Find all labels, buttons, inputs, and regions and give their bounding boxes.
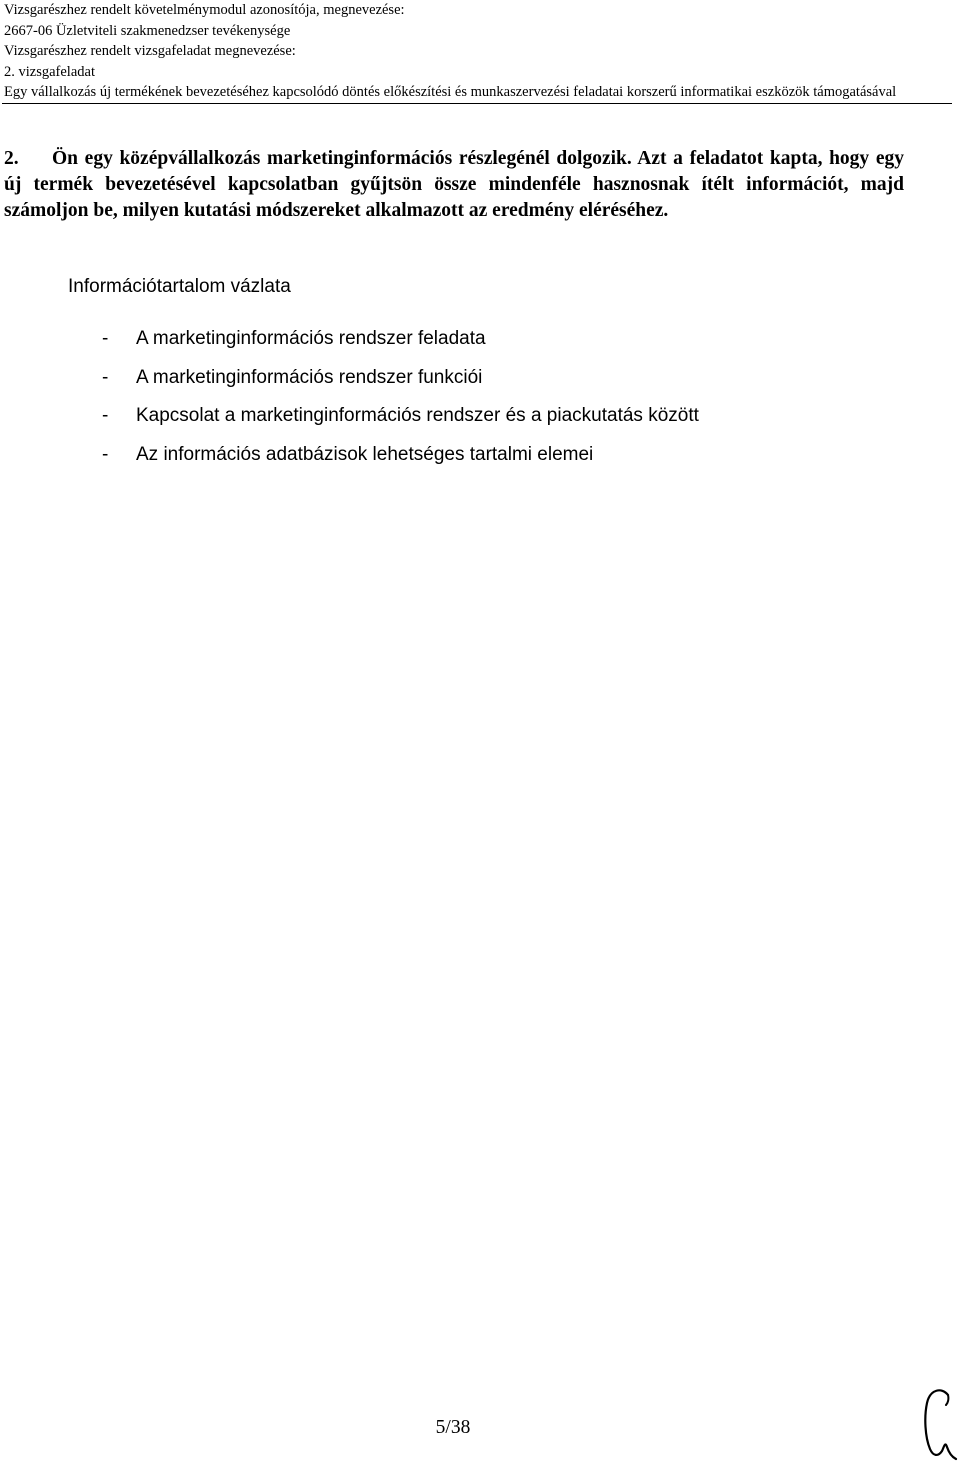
list-item-text: A marketinginformációs rendszer feladata (136, 328, 486, 349)
task-label: Vizsgarészhez rendelt vizsgafeladat megnevezése: (4, 43, 296, 59)
task-statement (4, 146, 904, 224)
list-dash: - (102, 443, 109, 465)
signature-mark (918, 1385, 958, 1463)
task-title: Egy vállalkozás új termékének bevezetéséhez kapcsolódó döntés előkészítési és munkaszervezési feladatai korszerű informatikai eszközök támogatásával (4, 84, 897, 100)
outline-list (102, 327, 699, 481)
list-item-text: Az információs adatbázisok lehetséges tartalmi elemei (136, 443, 594, 465)
module-value: 2667-06 Üzletviteli szakmenedzser tevékenysége (4, 22, 291, 39)
module-label: Vizsgarészhez rendelt követelménymodul azonosítója, megnevezése: (4, 2, 405, 18)
page-number: 5/38 (435, 1417, 471, 1438)
outline-title: Információtartalom vázlata (68, 276, 291, 297)
list-item-text: Kapcsolat a marketinginformációs rendszer és a piackutatás között (136, 405, 699, 427)
list-item (102, 366, 699, 405)
list-item (102, 404, 699, 443)
list-item-text: A marketinginformációs rendszer funkciói (136, 366, 483, 388)
header-divider (2, 103, 952, 104)
task-statement-text: Ön egy középvállalkozás marketinginformációs részlegénél dolgozik. Azt a feladatot kapta, hogy egy új termék bevezetésével kapcsolatban gyűjtsön össze mindenféle hasznosnak ítélt információt, majd számoljon be, milyen kutatási módszereket alkalmazott az eredmény eléréséhez. (4, 148, 904, 221)
list-item (102, 327, 699, 366)
list-dash: - (102, 366, 109, 388)
task-number: 2. vizsgafeladat (4, 63, 95, 80)
task-statement-number: 2. (4, 148, 19, 169)
list-dash: - (102, 328, 109, 349)
page-header (4, 0, 944, 103)
list-dash: - (102, 405, 109, 427)
list-item (102, 443, 699, 482)
